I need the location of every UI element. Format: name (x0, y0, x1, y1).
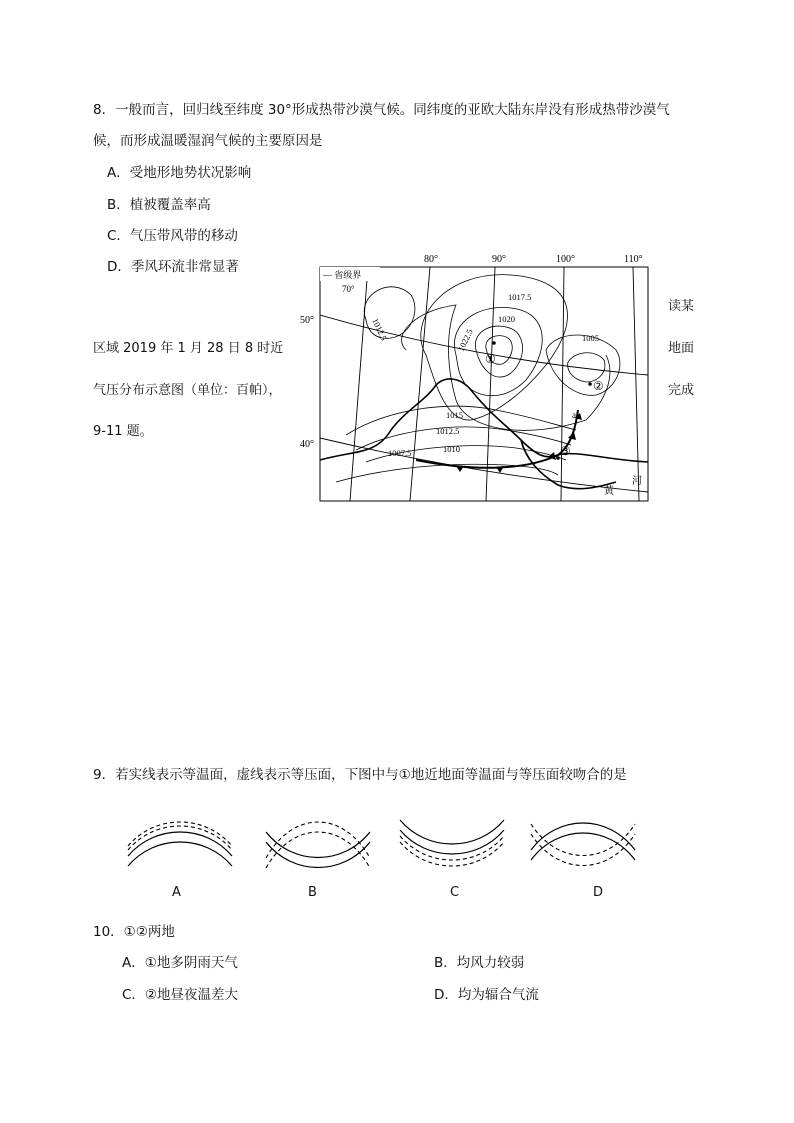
q10-option-d: D．均为辐合气流 (434, 987, 539, 1003)
q8-stem-line2: 候，而形成温暖湿润气候的主要原因是 (93, 133, 323, 149)
intro-right-1: 读某 (668, 299, 695, 314)
intro-left-3: 9-11 题。 (93, 424, 153, 439)
svg-text:1022.5: 1022.5 (455, 327, 475, 353)
point-2-label: ② (593, 379, 604, 393)
point-3-label: ③ (560, 444, 571, 458)
svg-text:1017.5: 1017.5 (508, 292, 532, 302)
diagram-c (392, 810, 517, 874)
svg-text:1010: 1010 (443, 444, 460, 454)
diagram-label-c: C (450, 885, 460, 900)
legend-text: — 省级界 (323, 270, 362, 280)
intro-right-3: 完成 (668, 383, 695, 398)
front-label-a: a (572, 410, 576, 420)
svg-text:1007.5: 1007.5 (388, 448, 412, 458)
diagram-label-a: A (172, 885, 181, 900)
diagram-label-b: B (308, 885, 317, 900)
diagram-b (258, 810, 383, 874)
lon-label-110: 110° (624, 254, 643, 265)
q8-option-c: C．气压带风带的移动 (107, 228, 238, 244)
lon-label-100: 100° (556, 254, 575, 265)
diagram-d (523, 810, 648, 874)
lon-label-70: 70° (342, 284, 355, 294)
lat-label-40: 40° (300, 439, 314, 450)
q8-option-d: D．季风环流非常显著 (107, 259, 239, 275)
q10-option-c: C．②地昼夜温差大 (122, 987, 239, 1003)
point-2-dot (588, 382, 592, 386)
q10-option-b: B．均风力较弱 (434, 955, 525, 971)
diagram-label-d: D (593, 885, 604, 900)
svg-text:1012.5: 1012.5 (436, 426, 460, 436)
q8-option-b: B．植被覆盖率高 (107, 197, 211, 213)
lat-label-50: 50° (300, 315, 314, 326)
intro-right-2: 地面 (668, 341, 695, 356)
lon-label-90: 90° (492, 254, 506, 265)
point-1-label: ① (485, 352, 496, 366)
svg-text:1015: 1015 (446, 410, 463, 420)
diagram-a (120, 810, 245, 874)
intro-left-1: 区域 2019 年 1 月 28 日 8 时近 (93, 341, 284, 356)
svg-text:1012.5: 1012.5 (370, 316, 390, 343)
isobar-map (296, 250, 658, 506)
q8-option-a: A．受地形地势状况影响 (107, 165, 252, 181)
q8-stem-line1: 8．一般而言，回归线至纬度 30°形成热带沙漠气候。同纬度的亚欧大陆东岸没有形成热带沙漠气 (93, 102, 670, 118)
q10-stem: 10．①②两地 (93, 924, 175, 940)
river-label-1: 黄 (604, 486, 614, 497)
svg-text:1005: 1005 (582, 333, 599, 343)
point-1-dot (492, 341, 496, 345)
svg-text:1020: 1020 (498, 314, 515, 324)
intro-left-2: 气压分布示意图（单位：百帕）， (93, 383, 282, 398)
q9-stem: 9．若实线表示等温面，虚线表示等压面，下图中与①地近地面等温面与等压面较吻合的是 (93, 767, 627, 783)
lon-label-80: 80° (424, 254, 438, 265)
river-label-2: 河 (632, 476, 642, 487)
q10-option-a: A．①地多阴雨天气 (122, 955, 238, 971)
